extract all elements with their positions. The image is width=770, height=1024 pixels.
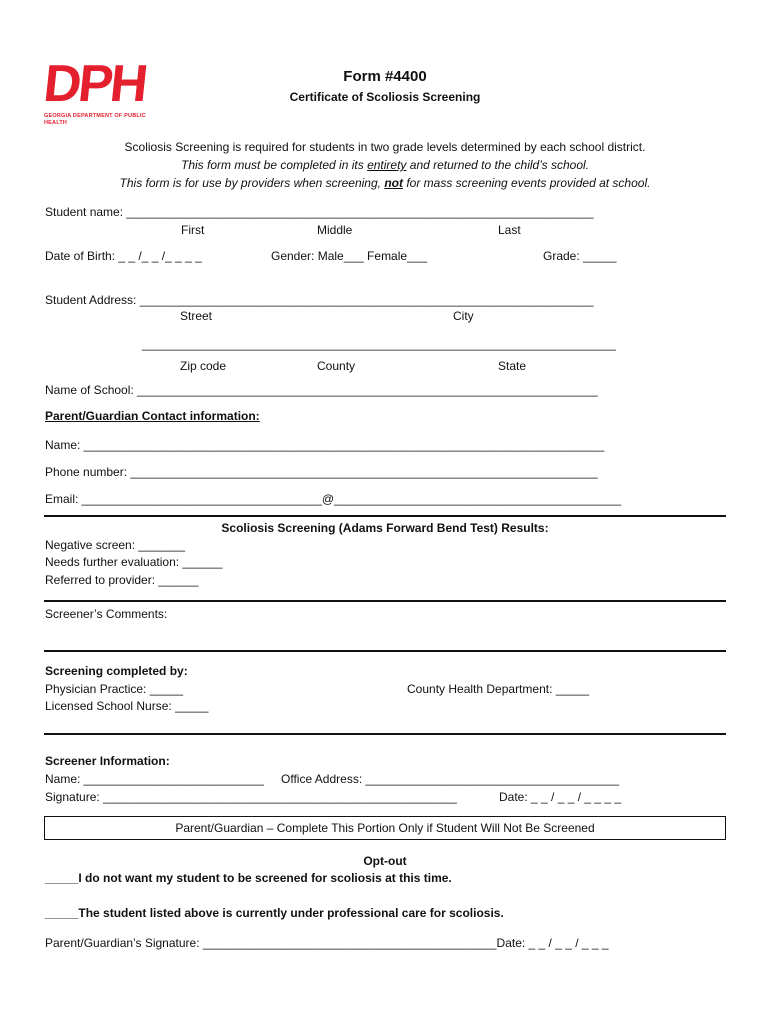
dph-logo <box>40 55 170 126</box>
intro-line-2: This form must be completed in its entirety and returned to the child’s school. <box>181 158 589 172</box>
parent-portion-bar: Parent/Guardian – Complete This Portion Only if Student Will Not Be Screened <box>44 816 726 840</box>
zip-code-caption: Zip code <box>180 359 227 373</box>
parent-name-field[interactable]: Name: ______________________________________________________________________________ <box>45 438 605 452</box>
office-address-field[interactable]: Office Address: ______________________________________ <box>281 772 620 786</box>
street-caption: Street <box>180 309 213 323</box>
dph-logo-letters: DPH <box>40 55 148 113</box>
physician-practice-field[interactable]: Physician Practice: _____ <box>45 682 184 696</box>
form-title: Certificate of Scoliosis Screening <box>289 90 481 104</box>
address-line-2-field[interactable]: _______________________________________________________________________ <box>142 337 616 351</box>
county-caption: County <box>317 359 356 373</box>
section-divider <box>44 600 726 602</box>
opt-out-heading: Opt-out <box>363 854 407 868</box>
section-divider <box>44 515 726 517</box>
completed-by-heading: Screening completed by: <box>45 664 188 678</box>
needs-evaluation-field[interactable]: Needs further evaluation: ______ <box>45 555 223 569</box>
screener-name-field[interactable]: Name: ___________________________ <box>45 772 264 786</box>
school-nurse-field[interactable]: Licensed School Nurse: _____ <box>45 699 209 713</box>
parent-phone-field[interactable]: Phone number: ______________________________________________________________________ <box>45 465 598 479</box>
screener-comments-label[interactable]: Screener’s Comments: <box>45 607 168 621</box>
parent-contact-heading: Parent/Guardian Contact information: <box>45 409 260 423</box>
state-caption: State <box>498 359 527 373</box>
screener-signature-field[interactable]: Signature: _____________________________________________________ <box>45 790 457 804</box>
screener-info-heading: Screener Information: <box>45 754 170 768</box>
last-name-caption: Last <box>498 223 521 237</box>
date-of-birth-field[interactable]: Date of Birth: _ _ /_ _ /_ _ _ _ <box>45 249 202 263</box>
student-address-field[interactable]: Student Address: ____________________________________________________________________ <box>45 293 594 307</box>
city-caption: City <box>453 309 474 323</box>
gender-field[interactable]: Gender: Male___ Female___ <box>271 249 428 263</box>
section-divider <box>44 733 726 735</box>
screener-date-field[interactable]: Date: _ _ / _ _ / _ _ _ _ <box>499 790 622 804</box>
dph-logo-tagline: GEORGIA DEPARTMENT OF PUBLIC HEALTH <box>44 113 146 126</box>
intro-line-1: Scoliosis Screening is required for students in two grade levels determined by each school district. <box>124 140 646 154</box>
intro-line-3: This form is for use by providers when screening, not for mass screening events provided at school. <box>119 176 651 190</box>
form-number: Form #4400 <box>343 68 427 85</box>
referred-provider-field[interactable]: Referred to provider: ______ <box>45 573 199 587</box>
section-divider <box>44 650 726 652</box>
opt-out-option-1[interactable]: _____I do not want my student to be screened for scoliosis at this time. <box>45 871 452 885</box>
results-heading: Scoliosis Screening (Adams Forward Bend Test) Results: <box>221 521 549 535</box>
middle-name-caption: Middle <box>317 223 353 237</box>
grade-field[interactable]: Grade: _____ <box>543 249 617 263</box>
parent-email-field[interactable]: Email: ____________________________________@___________________________________________ <box>45 492 622 506</box>
parent-signature-field[interactable]: Parent/Guardian’s Signature: ____________________________________________Date: _ _ / _ _ / _ _ _ <box>45 936 609 950</box>
county-health-field[interactable]: County Health Department: _____ <box>407 682 590 696</box>
first-name-caption: First <box>181 223 205 237</box>
negative-screen-field[interactable]: Negative screen: _______ <box>45 538 186 552</box>
opt-out-option-2[interactable]: _____The student listed above is currently under professional care for scoliosis. <box>45 906 504 920</box>
school-name-field[interactable]: Name of School: _____________________________________________________________________ <box>45 383 598 397</box>
student-name-field[interactable]: Student name: ______________________________________________________________________ <box>45 205 594 219</box>
